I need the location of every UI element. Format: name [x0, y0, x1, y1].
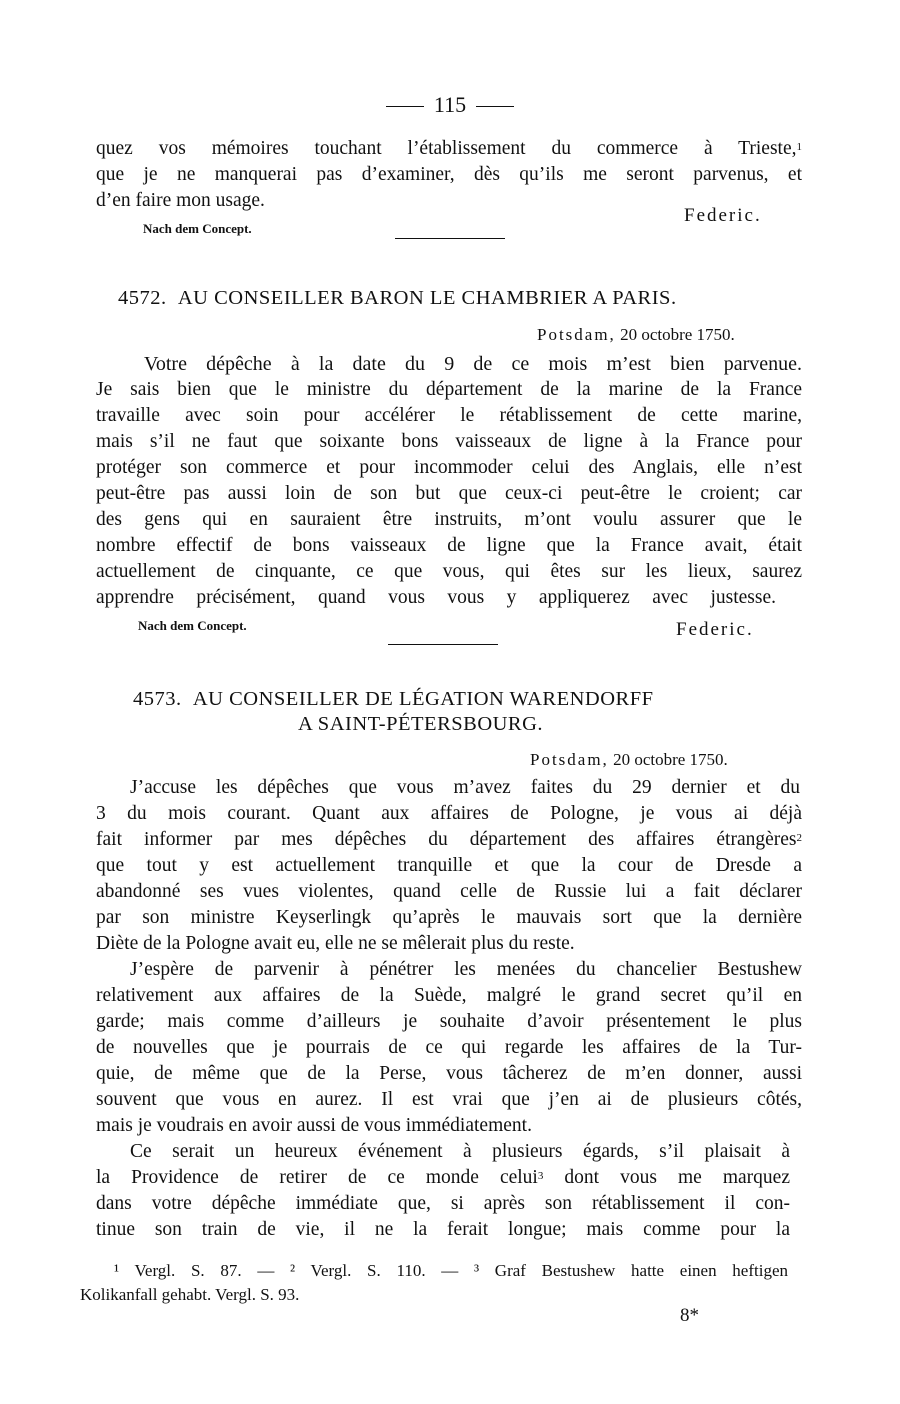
- footnotes-line-1: ¹ Vergl. S. 87. — ² Vergl. S. 110. — ³ Graf Bestushew hatte einen heftigen: [114, 1261, 788, 1280]
- page-number: 115: [433, 92, 467, 117]
- letter-4573-p1-line-1: J’accuse les dépêches que vous m’avez faites du 29 dernier et du: [130, 777, 800, 798]
- page-number-header: [0, 91, 900, 119]
- letter-4573-p2-line-2: relativement aux affaires de la Suède, malgré le grand secret qu’il en: [96, 985, 802, 1006]
- letter-4572-line-3: travaille avec soin pour accélérer le rétablissement de cette marine,: [96, 405, 802, 426]
- footnotes-line-2: Kolikanfall gehabt. Vergl. S. 93.: [80, 1285, 300, 1304]
- letter-4572-line-7: des gens qui en sauraient être instruits, m’ont voulu assurer que le: [96, 509, 802, 530]
- prev-letter-line-1: quez vos mémoires touchant l’établissement du commerce à Trieste,$^1$: [96, 138, 802, 159]
- letter-4573-p1-line-2: 3 du mois courant. Quant aux affaires de Pologne, je vous ai déjà: [96, 803, 802, 824]
- letter-4572-line-10: apprendre précisément, quand vous vous y appliquerez avec justesse.: [96, 587, 776, 608]
- separator-rule: [395, 238, 505, 239]
- letter-4573-p2-line-4: de nouvelles que je pourrais de ce qui regarde les affaires de la Tur-: [96, 1037, 802, 1058]
- letter-4572-title: AU CONSEILLER BARON LE CHAMBRIER A PARIS.: [177, 287, 677, 309]
- letter-4573-p1-line-4: que tout y est actuellement tranquille et que la cour de Dresde a: [96, 855, 802, 876]
- letter-4573-p2-line-6: souvent que vous en aurez. Il est vrai que j’en ai de plusieurs côtés,: [96, 1089, 802, 1110]
- letter-4573-dateline: Potsdam, 20 octobre 1750.: [530, 750, 728, 769]
- footnote-ref-3: 3: [537, 1170, 544, 1182]
- letter-4572-line-4: mais s’il ne faut que soixante bons vaisseaux de ligne à la France pour: [96, 431, 802, 452]
- letter-4572-line-5: protéger son commerce et pour incommoder celui des Anglais, elle n’est: [96, 457, 802, 478]
- header-dash-left: [386, 106, 424, 107]
- header-dash-right: [476, 106, 514, 107]
- letter-4573-title-line-1: AU CONSEILLER DE LÉGATION WARENDORFF: [192, 688, 654, 710]
- letter-4573-p1-line-6: par son ministre Keyserlingk qu’après le mauvais sort que la dernière: [96, 907, 802, 928]
- letter-4573-number: 4573.: [133, 688, 182, 710]
- letter-4573-heading-line-1: [133, 688, 654, 711]
- prev-letter-signature: Federic.: [684, 205, 762, 226]
- letter-4573-p3-line-2: la Providence de retirer de ce monde celui$^3$ dont vous me marquez: [96, 1167, 790, 1188]
- letter-4572-signature: Federic.: [676, 619, 754, 640]
- letter-4573-p2-line-1: J’espère de parvenir à pénétrer les menées du chancelier Bestushew: [130, 959, 802, 980]
- letter-4573-p3-line-4: tinue son train de vie, il ne la ferait longue; mais comme pour la: [96, 1219, 790, 1240]
- letter-4573-p3-line-1: Ce serait un heureux événement à plusieurs égards, s’il plaisait à: [130, 1141, 790, 1162]
- letter-4572-line-8: nombre effectif de bons vaisseaux de ligne que la France avait, était: [96, 535, 802, 556]
- letter-4572-dateline: Potsdam, 20 octobre 1750.: [537, 325, 735, 344]
- letter-4573-p3-line-3: dans votre dépêche immédiate que, si après son rétablissement il con-: [96, 1193, 790, 1214]
- letter-4573-p2-line-7: mais je voudrais en avoir aussi de vous immédiatement.: [96, 1115, 532, 1136]
- footnote-ref-1: 1: [796, 141, 802, 153]
- letter-4572-line-6: peut-être pas aussi loin de son but que ceux-ci peut-être le croient; car: [96, 483, 802, 504]
- letter-4573-p1-line-3: fait informer par mes dépêches du département des affaires étrangères$^2$: [96, 829, 802, 850]
- prev-letter-source-note: Nach dem Concept.: [143, 221, 252, 236]
- letter-4572-heading: [118, 287, 677, 310]
- letter-4573-p2-line-3: garde; mais comme d’ailleurs je souhaite d’avoir présentement le plus: [96, 1011, 802, 1032]
- footnote-ref-2: 2: [796, 832, 802, 844]
- letter-4573-title-line-2: A SAINT-PÉTERSBOURG.: [298, 713, 544, 735]
- letter-4572-line-2: Je sais bien que le ministre du département de la marine de la France: [96, 379, 802, 400]
- letter-4573-p1-line-5: abandonné ses vues violentes, quand celle de Russie lui a fait déclarer: [96, 881, 802, 902]
- prev-letter-line-2: que je ne manquerai pas d’examiner, dès qu’ils me seront parvenus, et: [96, 164, 802, 185]
- letter-4572-source-note: Nach dem Concept.: [138, 618, 247, 633]
- letter-4572-line-9: actuellement de cinquante, ce que vous, qui êtes sur les lieux, saurez: [96, 561, 802, 582]
- separator-rule: [388, 644, 498, 645]
- letter-4572-number: 4572.: [118, 287, 167, 309]
- letter-4573-p2-line-5: quie, de même que de la Perse, vous tâcherez de m’en donner, aussi: [96, 1063, 802, 1084]
- prev-letter-line-3: d’en faire mon usage.: [96, 190, 265, 211]
- letter-4573-p1-line-7: Diète de la Pologne avait eu, elle ne se mêlerait plus du reste.: [96, 933, 575, 954]
- letter-4572-line-1: Votre dépêche à la date du 9 de ce mois m’est bien parvenue.: [144, 353, 802, 375]
- signature-mark: 8*: [680, 1305, 699, 1326]
